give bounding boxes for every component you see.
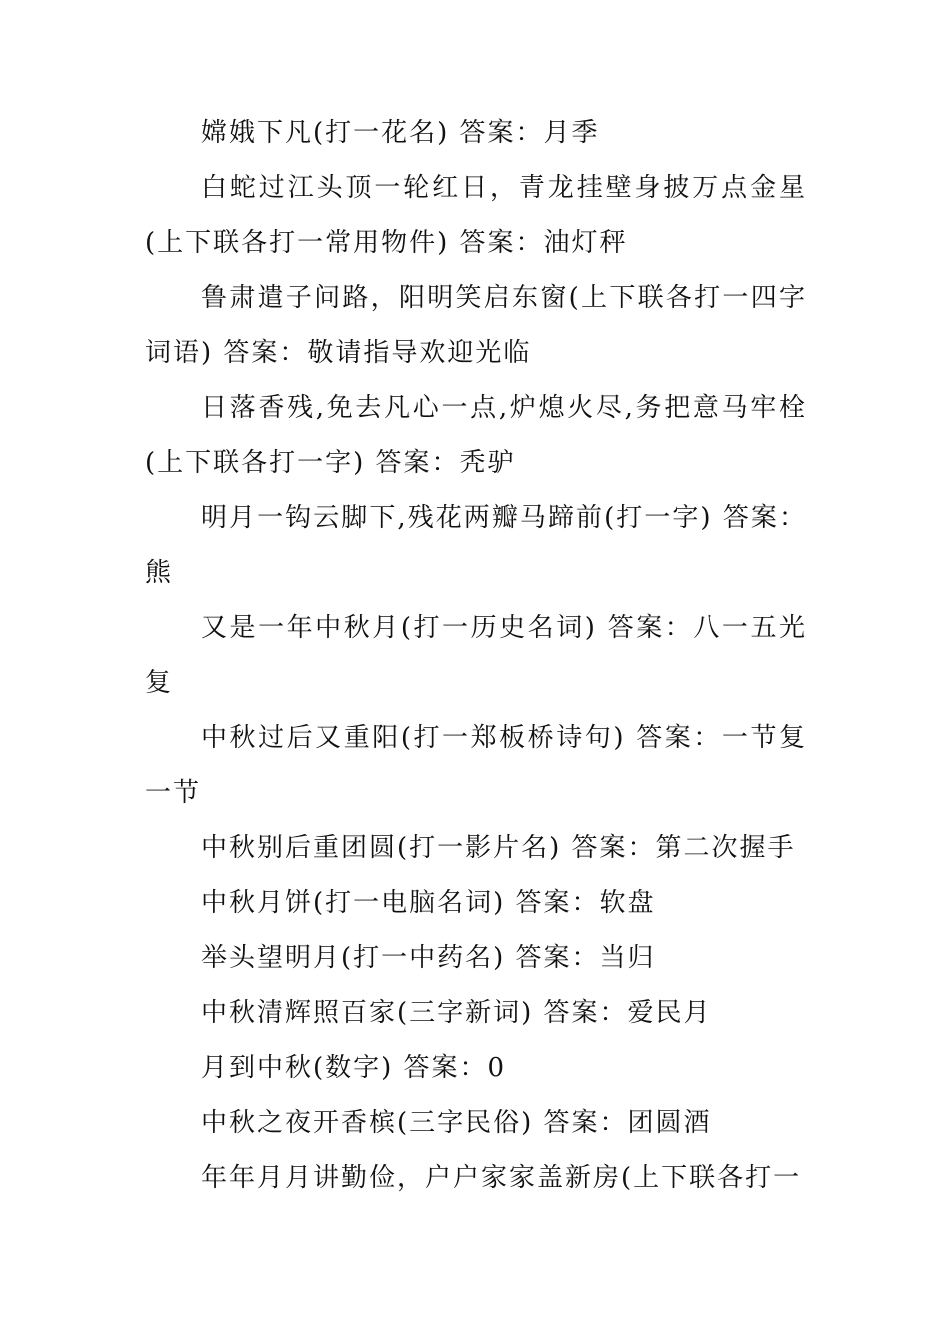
riddle-paragraph: 中秋月饼(打一电脑名词) 答案：软盘 xyxy=(201,888,656,918)
riddle-paragraph: 中秋过后又重阳(打一郑板桥诗句) 答案：一节复一节 xyxy=(145,723,807,808)
riddle-paragraph: 中秋之夜开香槟(三字民俗) 答案：团圆酒 xyxy=(201,1108,712,1138)
riddle-paragraph: 中秋清辉照百家(三字新词) 答案：爱民月 xyxy=(201,998,712,1028)
riddle-paragraph: 中秋别后重团圆(打一影片名) 答案：第二次握手 xyxy=(201,833,796,863)
riddle-paragraph: 嫦娥下凡(打一花名) 答案：月季 xyxy=(201,118,600,148)
riddle-paragraph: 鲁肃遣子问路，阳明笑启东窗(上下联各打一四字词语) 答案：敬请指导欢迎光临 xyxy=(145,283,807,368)
riddle-paragraph: 月到中秋(数字) 答案：0 xyxy=(201,1053,507,1083)
riddle-paragraph: 日落香残,免去凡心一点,炉熄火尽,务把意马牢栓(上下联各打一字) 答案：秃驴 xyxy=(145,393,807,478)
riddle-paragraph: 明月一钩云脚下,残花两瓣马蹄前(打一字) 答案：熊 xyxy=(145,503,807,588)
riddle-paragraph: 举头望明月(打一中药名) 答案：当归 xyxy=(201,943,656,973)
document-body xyxy=(145,106,807,1206)
riddle-paragraph: 白蛇过江头顶一轮红日，青龙挂壁身披万点金星(上下联各打一常用物件) 答案：油灯秤 xyxy=(145,173,807,258)
riddle-paragraph: 又是一年中秋月(打一历史名词) 答案：八一五光复 xyxy=(145,613,807,698)
riddle-paragraph: 年年月月讲勤俭，户户家家盖新房(上下联各打一 xyxy=(201,1163,802,1193)
